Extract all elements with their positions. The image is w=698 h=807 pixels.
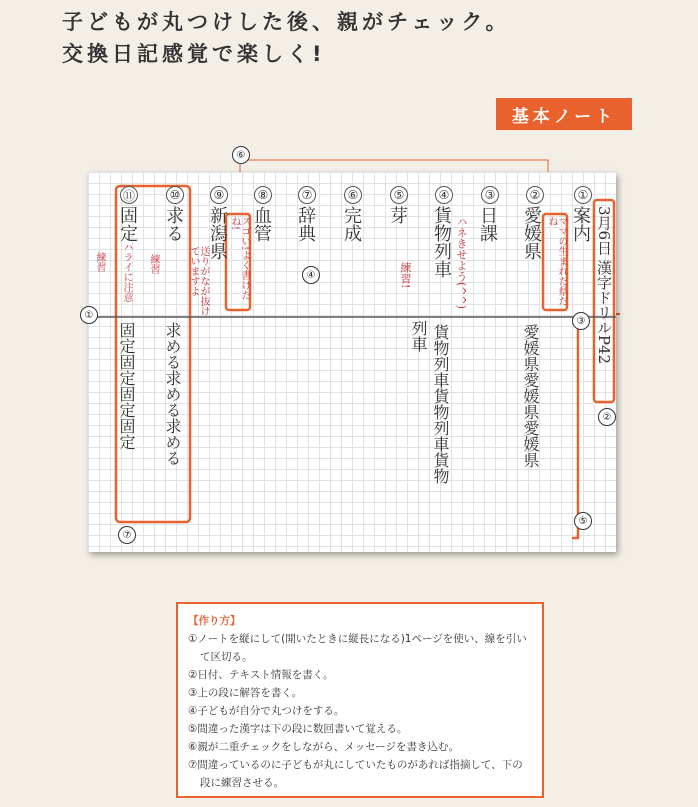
callout-3: ③ <box>572 312 590 330</box>
answer-1: 案内 <box>570 206 591 242</box>
callout-1: ① <box>80 306 98 324</box>
practice-4: 貨物列車貨物列車貨物 <box>431 324 450 484</box>
headline-line-1: 子どもが丸つけした後、親がチェック。 <box>62 10 511 34</box>
answer-7: 辞典 <box>295 206 316 242</box>
practice-5: 列車 <box>409 320 428 352</box>
answer-10: 求る <box>163 206 184 242</box>
child-note-2: 練習! <box>399 262 412 289</box>
how-to-step-3: ③上の段に解答を書く。 <box>188 687 303 699</box>
how-to-step-7: ⑦間違っているのに子どもが丸にしていたものがあれば指摘して、下の段に練習させる。 <box>188 759 523 789</box>
headline-line-2: 交換日記感覚で楽しく! <box>62 42 326 66</box>
how-to-box <box>176 602 544 798</box>
callout-4: ④ <box>302 266 320 284</box>
practice-2: 愛媛県愛媛県愛媛県 <box>521 324 540 468</box>
column-number-10: ⑩ <box>166 186 184 204</box>
answer-8: 血管 <box>251 206 272 242</box>
notebook-page <box>88 172 616 552</box>
child-note-4: 練習 <box>148 254 159 274</box>
callout-6: ⑥ <box>232 146 250 164</box>
how-to-step-1: ①ノートを縦にして(開いたときに縦長になる)1ページを使い、線を引いて区切る。 <box>188 633 527 663</box>
how-to-step-2: ②日付、テキスト情報を書く。 <box>188 669 334 681</box>
callout-5: ⑤ <box>574 512 592 530</box>
answer-3: 日課 <box>477 206 498 242</box>
column-number-8: ⑧ <box>254 186 272 204</box>
how-to-step-6: ⑥親が二重チェックをしながら、メッセージを書き込む。 <box>188 741 459 753</box>
column-number-3: ③ <box>481 186 499 204</box>
answer-11: 固定 <box>117 206 138 242</box>
column-number-1: ① <box>574 186 592 204</box>
answer-5: 芽 <box>387 206 408 224</box>
how-to-step-4: ④子どもが自分で丸つけをする。 <box>188 705 345 717</box>
child-note-3: 送りがなが抜けていますよ <box>188 246 209 316</box>
child-note-6: 練習 <box>94 252 105 272</box>
how-to-title: 【作り方】 <box>188 615 241 627</box>
column-number-6: ⑥ <box>344 186 362 204</box>
practice-10: 求める求める求める <box>163 322 182 466</box>
answer-4: 貨物列車 <box>431 206 452 278</box>
parent-note-2: スゴい!よく書けたね! <box>229 216 250 301</box>
column-number-5: ⑤ <box>390 186 408 204</box>
column-number-9: ⑨ <box>210 186 228 204</box>
answer-9: 新潟県 <box>207 206 228 260</box>
how-to-step-5: ⑤間違った漢字は下の段に数回書いて覚える。 <box>188 723 408 735</box>
answer-6: 完成 <box>341 206 362 242</box>
practice-11: 固定固定固定固定 <box>117 322 136 450</box>
child-note-5: ハライに注意 <box>121 242 132 302</box>
notebook-type-badge: 基本ノート <box>496 98 632 130</box>
callout-7: ⑦ <box>118 526 136 544</box>
child-note-1: ハネきせよう(^^) <box>455 216 468 310</box>
answer-2: 愛媛県 <box>521 206 542 260</box>
parent-note-1: ママの生まれた県だね <box>546 216 567 306</box>
column-number-4: ④ <box>435 186 453 204</box>
column-number-2: ② <box>526 186 544 204</box>
date-header: 3月6日 漢字ドリルP42 <box>595 206 613 365</box>
column-number-11: ⑪ <box>120 186 138 204</box>
column-number-7: ⑦ <box>298 186 316 204</box>
callout-2: ② <box>598 408 616 426</box>
